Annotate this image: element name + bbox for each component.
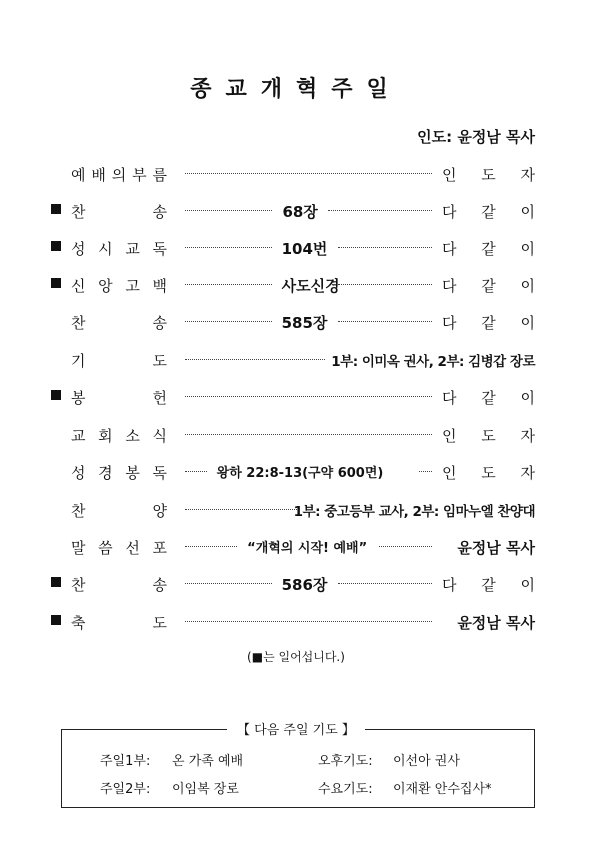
service-row <box>0 462 592 484</box>
stand-marker-icon <box>51 278 61 288</box>
prayer-value-3: 이임복 장로 <box>172 782 239 797</box>
prayer-label-2: 오후기도: <box>318 754 373 769</box>
row-item-name: 예 배 의 부 름 <box>71 166 167 184</box>
row-item-name: 축 도 <box>71 614 167 632</box>
row-item-name: 성 시 교 독 <box>71 240 167 258</box>
leader-dots <box>419 471 432 472</box>
page-title: 종교개혁주일 <box>190 77 402 102</box>
row-item-name: 말 씀 선 포 <box>71 539 167 557</box>
leader-dots <box>338 583 432 584</box>
row-responder: 다 같 이 <box>442 389 535 407</box>
leader-dots <box>185 321 272 322</box>
row-item-name: 신 앙 고 백 <box>71 277 167 295</box>
row-detail: 104번 <box>281 240 328 258</box>
row-item-name: 기 도 <box>71 352 167 370</box>
service-row <box>0 350 592 372</box>
leader-dots <box>338 321 432 322</box>
service-row <box>0 275 592 297</box>
row-item-name: 봉 헌 <box>71 389 167 407</box>
prayer-box-title: 【 다음 주일 기도 】 <box>0 719 592 738</box>
row-detail: 사도신경 <box>281 277 340 295</box>
leader-dots <box>185 284 272 285</box>
row-responder: 인 도 자 <box>442 464 535 482</box>
prayer-value-2: 이선아 권사 <box>393 754 460 769</box>
row-item-name: 찬 송 <box>71 576 167 594</box>
leader-dots <box>185 173 432 174</box>
row-detail: 586장 <box>281 576 328 594</box>
row-detail: 왕하 22:8-13(구약 600면) <box>216 466 384 481</box>
row-item-name: 교 회 소 식 <box>71 427 167 445</box>
row-responder: 인 도 자 <box>442 166 535 184</box>
leader-dots <box>185 434 432 435</box>
prayer-value-1: 온 가족 예배 <box>172 754 244 769</box>
row-responder: 인 도 자 <box>442 427 535 445</box>
row-detail: 585장 <box>281 314 328 332</box>
stand-marker-icon <box>51 577 61 587</box>
row-responder: 다 같 이 <box>442 277 535 295</box>
row-person: 윤정남 목사 <box>457 614 535 632</box>
leader-dots <box>185 247 272 248</box>
row-detail: 1부: 중고등부 교사, 2부: 임마누엘 찬양대 <box>293 504 535 520</box>
leader-dots <box>185 546 237 547</box>
service-leader: 인도: 윤정남 목사 <box>417 128 535 146</box>
service-row <box>0 164 592 186</box>
leader-dots <box>185 471 207 472</box>
row-detail: “개혁의 시작! 예배” <box>247 541 368 556</box>
row-item-name: 찬 송 <box>71 203 167 221</box>
leader-dots <box>185 396 432 397</box>
prayer-label-4: 수요기도: <box>318 782 373 797</box>
service-row <box>0 238 592 260</box>
leader-dots <box>338 247 432 248</box>
row-detail: 1부: 이미옥 권사, 2부: 김병갑 장로 <box>331 354 535 370</box>
row-person: 윤정남 목사 <box>457 539 535 557</box>
leader-dots <box>185 621 432 622</box>
row-item-name: 찬 양 <box>71 502 167 520</box>
service-row <box>0 201 592 223</box>
service-row <box>0 500 592 522</box>
stand-marker-icon <box>51 204 61 214</box>
row-item-name: 찬 송 <box>71 314 167 332</box>
row-detail: 68장 <box>282 203 318 221</box>
leader-dots <box>338 284 432 285</box>
leader-dots <box>185 509 297 510</box>
service-row <box>0 425 592 447</box>
service-row <box>0 387 592 409</box>
row-responder: 다 같 이 <box>442 576 535 594</box>
stand-marker-icon <box>51 241 61 251</box>
prayer-label-3: 주일2부: <box>100 782 151 797</box>
leader-dots <box>185 210 272 211</box>
leader-dots <box>328 210 432 211</box>
row-item-name: 성 경 봉 독 <box>71 464 167 482</box>
stand-marker-icon <box>51 390 61 400</box>
standing-note: (■는 일어섭니다.) <box>247 650 345 664</box>
prayer-value-4: 이재환 안수집사* <box>393 782 492 797</box>
service-row <box>0 612 592 634</box>
stand-marker-icon <box>51 615 61 625</box>
prayer-label-1: 주일1부: <box>100 754 151 769</box>
service-row <box>0 312 592 334</box>
service-row <box>0 537 592 559</box>
row-responder: 다 같 이 <box>442 203 535 221</box>
leader-dots <box>185 583 272 584</box>
leader-dots <box>185 359 325 360</box>
leader-dots <box>379 546 432 547</box>
row-responder: 다 같 이 <box>442 240 535 258</box>
service-row <box>0 574 592 596</box>
row-responder: 다 같 이 <box>442 314 535 332</box>
